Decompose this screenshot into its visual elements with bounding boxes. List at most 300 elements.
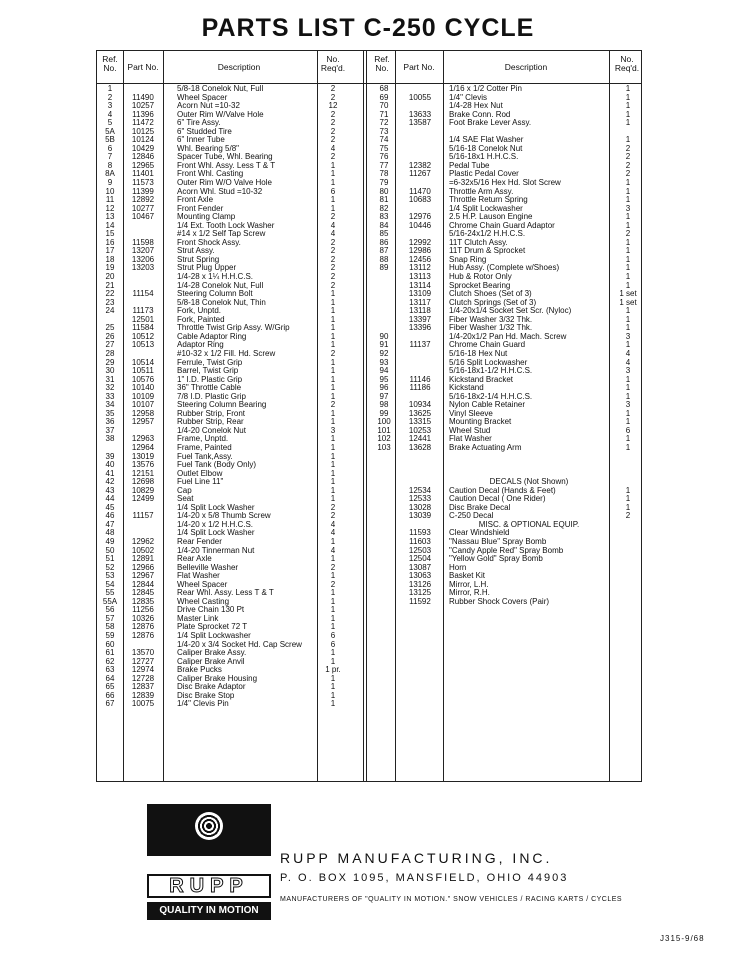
qty-cell: 2 (625, 169, 631, 179)
qty-cell: 1 (330, 357, 336, 367)
qty-cell: 1 (625, 306, 631, 316)
desc-cell: 1/4-20 x 1/2 H.H.C.S. (177, 519, 254, 529)
ref-cell: 75 (379, 143, 389, 153)
ref-cell: 2 (107, 92, 113, 102)
qty-cell: 1 (330, 588, 336, 598)
section-heading: DECALS (Not Shown) (489, 477, 569, 487)
qty-cell: 1 (625, 417, 631, 427)
desc-cell: Flat Washer (449, 434, 492, 444)
part-cell: 10326 (131, 613, 155, 623)
logo-emblem (147, 804, 271, 870)
part-cell: 13028 (408, 502, 432, 512)
ref-cell: 21 (105, 280, 115, 290)
ref-cell: 58 (105, 622, 115, 632)
desc-cell: 1/4 Ext. Tooth Lock Washer (177, 220, 275, 230)
qty-cell: 1 (330, 434, 336, 444)
header-desc2: Description (504, 62, 548, 72)
ref-cell: 79 (379, 178, 389, 188)
ref-cell: 86 (379, 237, 389, 247)
qty-cell: 2 (330, 246, 336, 256)
part-cell: 13125 (408, 588, 432, 598)
desc-cell: Sprocket Bearing (449, 280, 511, 290)
qty-cell: 3 (625, 331, 631, 341)
qty-cell: 2 (625, 229, 631, 239)
qty-cell: 1 set (619, 297, 637, 307)
qty-cell: 1 (625, 101, 631, 111)
desc-cell: 7/8 I.D. Plastic Grip (177, 391, 246, 401)
desc-cell: #14 x 1/2 Self Tap Screw (177, 229, 266, 239)
table-header (97, 51, 641, 84)
desc-cell: 1/4-28 Hex Nut (449, 101, 503, 111)
desc-cell: Rubber Shock Covers (Pair) (449, 596, 550, 606)
part-cell: 11584 (132, 323, 154, 333)
logo-word: RUPP (147, 874, 271, 898)
qty-cell: 1 (625, 502, 631, 512)
desc-cell: Flat Washer (177, 571, 220, 581)
qty-cell: 1 (330, 323, 336, 333)
qty-cell: 1 (330, 468, 336, 478)
part-cell: 12151 (131, 468, 155, 478)
qty-cell: 1 (330, 408, 336, 418)
qty-cell: 1 (330, 331, 336, 341)
part-cell: 13628 (408, 442, 432, 452)
desc-cell: Chrome Chain Guard Adaptor (449, 220, 555, 230)
desc-cell: Rear Whl. Assy. Less T & T (177, 588, 274, 598)
qty-cell: 4 (330, 519, 336, 529)
part-cell: 12382 (408, 160, 432, 170)
qty-cell: 6 (625, 425, 631, 435)
part-cell: 12503 (408, 545, 432, 555)
ref-cell: 18 (105, 254, 115, 264)
part-cell: 11401 (132, 169, 154, 179)
ref-cell: 8A (105, 169, 115, 179)
desc-cell: 5/8-18 Conelok Nut, Thin (177, 297, 266, 307)
page-title: PARTS LIST C-250 CYCLE (201, 14, 535, 42)
ref-cell: 5B (105, 135, 115, 145)
qty-cell: 2 (330, 118, 336, 128)
ref-cell: 13 (105, 212, 115, 222)
desc-cell: Wheel Stud (449, 425, 491, 435)
ref-cell: 55 (105, 588, 115, 598)
qty-cell: 1 (330, 203, 336, 213)
desc-cell: 1/4 Split Lock Washer (177, 502, 255, 512)
ref-cell: 3 (107, 101, 113, 111)
qty-cell: 1 (625, 220, 631, 230)
qty-cell: 2 (625, 152, 631, 162)
ref-cell: 40 (105, 460, 115, 470)
qty-cell: 2 (330, 152, 336, 162)
ref-cell: 74 (379, 135, 389, 145)
ref-cell: 100 (377, 417, 391, 427)
desc-cell: Brake Actuating Arm (449, 442, 522, 452)
part-cell: 12837 (131, 682, 155, 692)
qty-cell: 3 (330, 425, 336, 435)
qty-cell: 1 (625, 246, 631, 256)
ref-cell: 37 (105, 425, 115, 435)
desc-cell: Front Whl. Casting (177, 169, 244, 179)
ref-cell: 26 (105, 331, 115, 341)
desc-cell: Caution Decal (Hands & Feet) (449, 485, 556, 495)
qty-cell: 1 set (619, 289, 637, 299)
part-cell: 12844 (131, 579, 155, 589)
desc-cell: Adaptor Ring (177, 340, 224, 350)
ref-cell: 94 (379, 366, 389, 376)
part-cell: 12533 (408, 494, 432, 504)
ref-cell: 87 (379, 246, 389, 256)
desc-cell: Mounting Clamp (177, 212, 236, 222)
part-cell: 12964 (131, 442, 155, 452)
part-cell: 13118 (409, 306, 431, 316)
desc-cell: 1/4" Clevis Pin (177, 699, 229, 709)
qty-cell: 4 (330, 229, 336, 239)
desc-cell: Kickstand (449, 383, 484, 393)
ref-cell: 70 (379, 101, 389, 111)
desc-cell: Belleville Washer (177, 562, 239, 572)
desc-cell: Throttle Arm Assy. (449, 186, 514, 196)
desc-cell: "Nassau Blue" Spray Bomb (449, 536, 547, 546)
table-body (97, 85, 641, 709)
ref-cell: 46 (105, 511, 115, 521)
ref-cell: 92 (379, 348, 389, 358)
ref-cell: 102 (377, 434, 391, 444)
desc-cell: Foot Brake Lever Assy. (449, 118, 532, 128)
part-cell: 10934 (408, 400, 432, 410)
part-cell: 10829 (131, 485, 155, 495)
qty-cell: 4 (330, 220, 336, 230)
qty-cell: 1 (330, 289, 336, 299)
ref-cell: 95 (379, 374, 389, 384)
ref-cell: 89 (379, 263, 389, 273)
qty-cell: 3 (625, 400, 631, 410)
ref-cell: 63 (105, 665, 115, 675)
qty-cell: 12 (328, 101, 338, 111)
logo-tagline: QUALITY IN MOTION (147, 902, 271, 920)
ref-cell: 57 (105, 613, 115, 623)
qty-cell: 1 (625, 186, 631, 196)
ref-cell: 5 (107, 118, 113, 128)
ref-cell: 51 (105, 554, 115, 564)
desc-cell: Wheel Casting (177, 596, 230, 606)
desc-cell: Fuel Tank (Body Only) (177, 460, 256, 470)
part-cell: 11173 (132, 306, 154, 316)
desc-cell: Disc Brake Decal (449, 502, 511, 512)
ref-cell: 31 (105, 374, 115, 384)
qty-cell: 2 (330, 348, 336, 358)
part-cell: 12986 (408, 246, 432, 256)
ref-cell: 16 (105, 237, 115, 247)
desc-cell: Strut Assy. (177, 246, 215, 256)
header-desc: Description (217, 62, 261, 72)
part-cell: 10253 (408, 425, 432, 435)
desc-cell: Outlet Elbow (177, 468, 223, 478)
desc-cell: Fork, Painted (177, 314, 225, 324)
desc-cell: 1/4-20x1/4 Socket Set Scr. (Nyloc) (449, 306, 572, 316)
desc-cell: Pedal Tube (449, 160, 490, 170)
qty-cell: 1 (330, 596, 336, 606)
desc-cell: Acorn Nut =10-32 (177, 101, 240, 111)
desc-cell: Caliper Brake Assy. (177, 648, 247, 658)
part-cell: 12456 (408, 254, 432, 264)
qty-cell: 1 (330, 340, 336, 350)
qty-cell: 1 (330, 536, 336, 546)
qty-cell: 2 (330, 400, 336, 410)
part-cell: 10125 (131, 126, 155, 136)
part-cell: 12963 (131, 434, 155, 444)
desc-cell: "Candy Apple Red" Spray Bomb (449, 545, 564, 555)
qty-cell: 2 (625, 160, 631, 170)
ref-cell: 43 (105, 485, 115, 495)
ref-cell: 55A (102, 596, 118, 606)
qty-cell: 1 (330, 690, 336, 700)
ref-cell: 9 (107, 178, 113, 188)
qty-cell: 4 (330, 528, 336, 538)
company-name: RUPP MANUFACTURING, INC. (280, 850, 553, 866)
qty-cell: 1 (625, 118, 631, 128)
desc-cell: Spacer Tube, Whl. Bearing (177, 152, 273, 162)
part-cell: 12891 (131, 554, 155, 564)
qty-cell: 2 (330, 135, 336, 145)
part-cell: 13397 (408, 314, 432, 324)
qty-cell: 4 (330, 143, 336, 153)
table-row (97, 700, 641, 709)
desc-cell: Caliper Brake Housing (177, 673, 258, 683)
part-cell: 10446 (408, 220, 432, 230)
qty-cell: 2 (330, 254, 336, 264)
qty-cell: 1 (625, 383, 631, 393)
desc-cell: 5/16-18 Conelok Nut (449, 143, 523, 153)
part-cell: 13114 (409, 280, 431, 290)
qty-cell: 1 (330, 442, 336, 452)
qty-cell: 3 (625, 203, 631, 213)
company-address: P. O. BOX 1095, MANSFIELD, OHIO 44903 (280, 872, 569, 884)
qty-cell: 1 (330, 485, 336, 495)
desc-cell: Clear Windshield (449, 528, 510, 538)
part-cell: 10467 (131, 212, 155, 222)
qty-cell: 1 (625, 92, 631, 102)
part-cell: 13633 (408, 109, 432, 119)
ref-cell: 84 (379, 220, 389, 230)
part-cell: 12846 (131, 152, 155, 162)
desc-cell: "Yellow Gold" Spray Bomb (449, 554, 543, 564)
part-cell: 13087 (408, 562, 432, 572)
ref-cell: 1 (107, 84, 113, 93)
ref-cell: 38 (105, 434, 115, 444)
ref-cell: 17 (105, 246, 115, 256)
part-cell: 13206 (131, 254, 155, 264)
desc-cell: Drive Chain 130 Pt (177, 605, 245, 615)
part-cell: 13019 (131, 451, 155, 461)
desc-cell: Kickstand Bracket (449, 374, 514, 384)
part-cell: 12962 (131, 536, 155, 546)
header-ref2: Ref. No. (374, 54, 390, 73)
part-cell: 12835 (131, 596, 155, 606)
desc-cell: 5/16-24x1/2 H.H.C.S. (449, 229, 526, 239)
qty-cell: 1 (330, 297, 336, 307)
qty-cell: 1 (330, 613, 336, 623)
qty-cell: 1 (330, 699, 336, 709)
qty-cell: 1 (330, 656, 336, 666)
qty-cell: 2 (625, 143, 631, 153)
ref-cell: 64 (105, 673, 115, 683)
qty-cell: 1 (330, 673, 336, 683)
desc-cell: Brake Pucks (177, 665, 222, 675)
qty-cell: 1 (330, 417, 336, 427)
part-cell: 12958 (131, 408, 155, 418)
desc-cell: Mirror, L.H. (449, 579, 489, 589)
part-cell: 13570 (131, 648, 155, 658)
part-cell: 13315 (408, 417, 432, 427)
part-cell: 12501 (131, 314, 155, 324)
qty-cell: 1 (625, 434, 631, 444)
ref-cell: 25 (105, 323, 115, 333)
part-cell: 12534 (408, 485, 432, 495)
desc-cell: Ferrule, Twist Grip (177, 357, 243, 367)
part-cell: 13203 (131, 263, 155, 273)
part-cell: 12992 (408, 237, 432, 247)
ref-cell: 80 (379, 186, 389, 196)
part-cell: 13625 (408, 408, 432, 418)
part-cell: 10140 (131, 383, 155, 393)
desc-cell: 1/4 Split Lockwasher (177, 631, 251, 640)
qty-cell: 1 (625, 237, 631, 247)
part-cell: 11157 (132, 511, 154, 521)
desc-cell: Throttle Twist Grip Assy. W/Grip (177, 323, 290, 333)
part-cell: 11146 (409, 374, 431, 384)
qty-cell: 1 (625, 314, 631, 324)
desc-cell: 36" Throttle Cable (177, 383, 242, 393)
ref-cell: 99 (379, 408, 389, 418)
qty-cell: 1 (625, 212, 631, 222)
qty-cell: 1 (330, 195, 336, 205)
part-cell: 11267 (409, 169, 431, 179)
desc-cell: 6" Inner Tube (177, 135, 225, 145)
part-cell: 12698 (131, 477, 155, 487)
ref-cell: 93 (379, 357, 389, 367)
qty-cell: 1 (625, 323, 631, 333)
part-cell: 10513 (131, 340, 155, 350)
part-cell: 13126 (408, 579, 432, 589)
header-qty: No. Req'd. (320, 54, 346, 73)
desc-cell: Frame, Painted (177, 442, 232, 452)
desc-cell: Cap (177, 485, 192, 495)
desc-cell: 1/4 Split Lock Washer (177, 528, 255, 538)
qty-cell: 3 (625, 366, 631, 376)
ref-cell: 96 (379, 383, 389, 393)
part-cell: 11470 (409, 186, 431, 196)
desc-cell: Fuel Tank,Assy. (177, 451, 233, 461)
desc-cell: Mounting Bracket (449, 417, 512, 427)
ref-cell: 76 (379, 152, 389, 162)
ref-cell: 97 (379, 391, 389, 401)
desc-cell: 11T Drum & Sprocket (449, 246, 526, 256)
ref-cell: 27 (105, 340, 115, 350)
qty-cell: 2 (330, 212, 336, 222)
qty-cell: 1 (625, 374, 631, 384)
qty-cell: 2 (330, 126, 336, 136)
qty-cell: 1 (330, 306, 336, 316)
ref-cell: 4 (107, 109, 113, 119)
part-cell: 12839 (131, 690, 155, 700)
ref-cell: 50 (105, 545, 115, 555)
part-cell: 12876 (131, 622, 155, 632)
desc-cell: 6" Studded Tire (177, 126, 232, 136)
qty-cell: 1 (625, 84, 631, 93)
part-cell: 10075 (131, 699, 155, 709)
part-cell: 10683 (408, 195, 432, 205)
qty-cell: 2 (330, 272, 336, 282)
qty-cell: 2 (330, 263, 336, 273)
part-cell: 12727 (131, 656, 155, 666)
part-cell: 12441 (408, 434, 432, 444)
qty-cell: 1 (625, 485, 631, 495)
qty-cell: 1 (330, 451, 336, 461)
desc-cell: 11T Clutch Assy. (449, 237, 508, 247)
qty-cell: 1 (625, 135, 631, 145)
qty-cell: 2 (330, 511, 336, 521)
ref-cell: 47 (105, 519, 115, 529)
desc-cell: 5/16-18 Hex Nut (449, 348, 508, 358)
desc-cell: Frame, Unptd. (177, 434, 229, 444)
qty-cell: 1 (330, 160, 336, 170)
desc-cell: Strut Plug Upper (177, 263, 237, 273)
ref-cell: 88 (379, 254, 389, 264)
logo-stripe (147, 856, 271, 870)
qty-cell: 6 (330, 186, 336, 196)
part-cell: 12957 (131, 417, 155, 427)
parts-table (96, 50, 642, 782)
desc-cell: Fuel Line 11" (177, 477, 224, 487)
desc-cell: 1/4-20x1/2 Pan Hd. Mach. Screw (449, 331, 567, 341)
desc-cell: Disc Brake Stop (177, 690, 235, 700)
ref-cell: 90 (379, 331, 389, 341)
desc-cell: 5/16 Split Lockwasher (449, 357, 528, 367)
desc-cell: Steering Column Bolt (177, 289, 253, 299)
qty-cell: 6 (330, 639, 336, 649)
qty-cell: 1 (330, 571, 336, 581)
qty-cell: 1 (330, 169, 336, 179)
ref-cell: 59 (105, 631, 115, 640)
part-cell: 13063 (408, 571, 432, 581)
part-cell: 12965 (131, 160, 155, 170)
qty-cell: 1 (625, 494, 631, 504)
part-cell: 12499 (131, 494, 155, 504)
ref-cell: 48 (105, 528, 115, 538)
part-cell: 13039 (408, 511, 432, 521)
ref-cell: 77 (379, 160, 389, 170)
header-qty2: No. Req'd. (614, 54, 640, 73)
desc-cell: Seat (177, 494, 194, 504)
desc-cell: #10-32 x 1/2 Fill. Hd. Screw (177, 348, 276, 358)
part-cell: 12504 (408, 554, 432, 564)
header-part2: Part No. (403, 62, 435, 72)
ref-cell: 73 (379, 126, 389, 136)
qty-cell: 6 (330, 631, 336, 640)
desc-cell: Wheel Spacer (177, 579, 228, 589)
document-code: J315-9/68 (660, 934, 705, 943)
qty-cell: 1 (330, 494, 336, 504)
ref-cell: 54 (105, 579, 115, 589)
ref-cell: 82 (379, 203, 389, 213)
qty-cell: 4 (625, 357, 631, 367)
part-cell: 10107 (131, 400, 155, 410)
part-cell: 13117 (409, 297, 431, 307)
part-cell: 11137 (409, 340, 431, 350)
ref-cell: 61 (105, 648, 115, 658)
desc-cell: Horn (449, 562, 467, 572)
qty-cell: 1 (330, 178, 336, 188)
header-ref: Ref. No. (102, 54, 118, 73)
part-cell: 13396 (408, 323, 432, 333)
